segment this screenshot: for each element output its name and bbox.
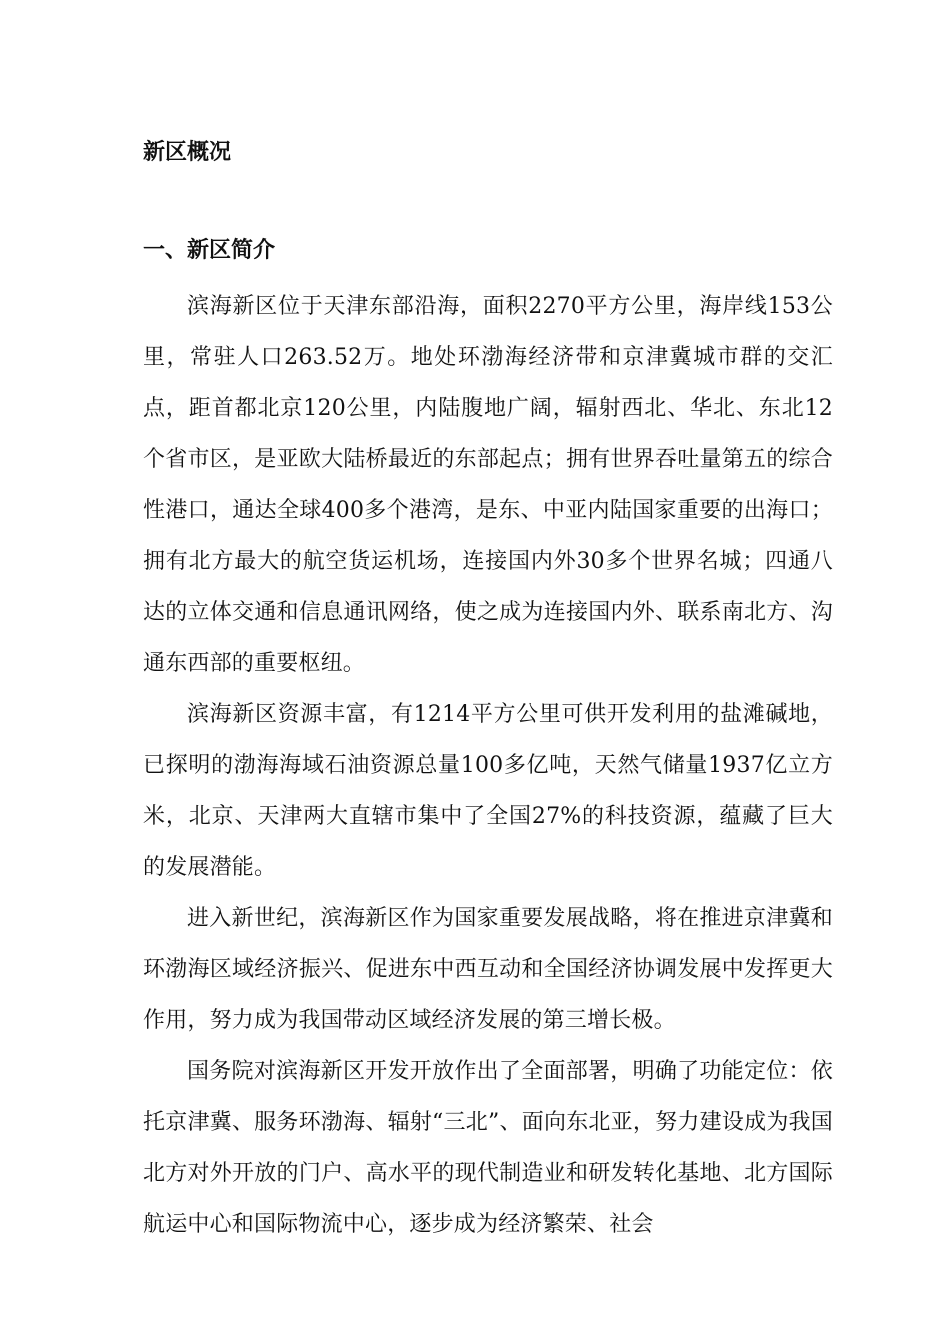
- paragraph-strategy: 进入新世纪，滨海新区作为国家重要发展战略，将在推进京津冀和环渤海区域经济振兴、促进东中西互动和全国经济协调发展中发挥更大作用，努力成为我国带动区域经济发展的第三增长极。: [143, 906, 833, 1033]
- document-title: 新区概况: [143, 139, 232, 165]
- paragraph-resources: 滨海新区资源丰富，有1214平方公里可供开发利用的盐滩碱地，已探明的渤海海域石油资源总量100多亿吨，天然气储量1937亿立方米，北京、天津两大直辖市集中了全国27%的科技资源，蕴藏了巨大的发展潜能。: [143, 702, 833, 880]
- body-text: [143, 281, 833, 1250]
- paragraph-location: 滨海新区位于天津东部沿海，面积2270平方公里，海岸线153公里，常驻人口263.52万。地处环渤海经济带和京津冀城市群的交汇点，距首都北京120公里，内陆腹地广阔，辐射西北、华北、东北12个省市区，是亚欧大陆桥最近的东部起点；拥有世界吞吐量第五的综合性港口，通达全球400多个港湾，是东、中亚内陆国家重要的出海口；拥有北方最大的航空货运机场，连接国内外30多个世界名城；四通八达的立体交通和信息通讯网络，使之成为连接国内外、联系南北方、沟通东西部的重要枢纽。: [143, 294, 833, 676]
- section-heading: 一、新区简介: [143, 237, 276, 263]
- paragraph-positioning: 国务院对滨海新区开发开放作出了全面部署，明确了功能定位：依托京津冀、服务环渤海、辐射“三北”、面向东北亚，努力建设成为我国北方对外开放的门户、高水平的现代制造业和研发转化基地、北方国际航运中心和国际物流中心，逐步成为经济繁荣、社会: [143, 1059, 833, 1237]
